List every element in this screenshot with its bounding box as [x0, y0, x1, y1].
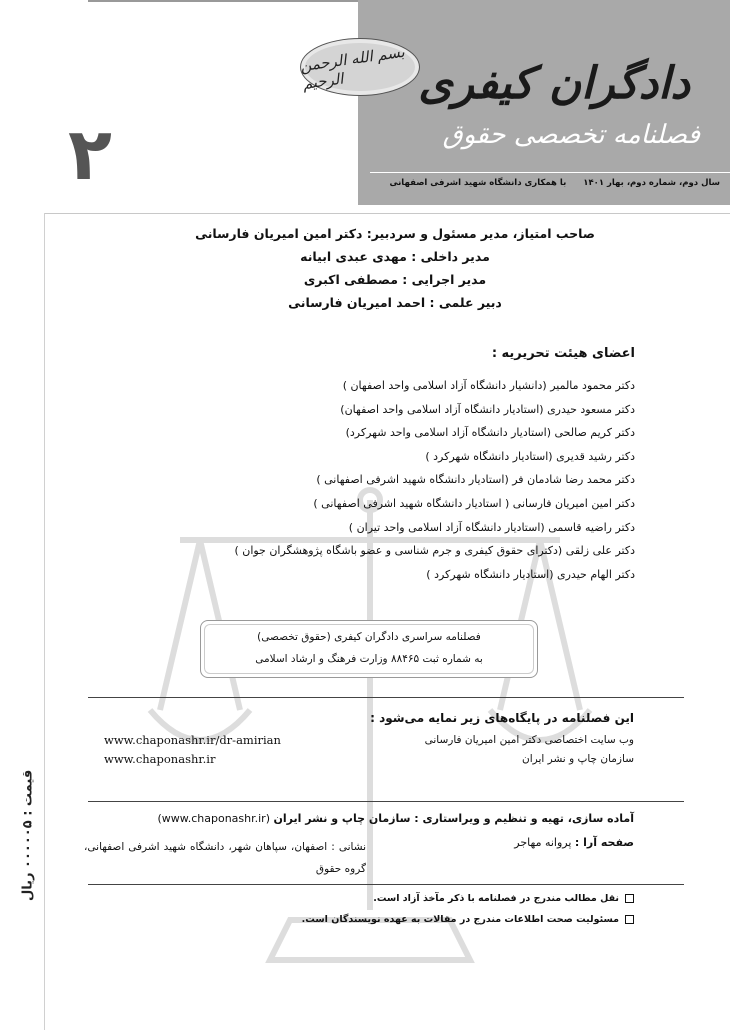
board-member: دکتر مسعود حیدری (استادیار دانشگاه آزاد اسلامی واحد اصفهان): [340, 402, 635, 416]
indexing-heading: این فصلنامه در پایگاه‌های زیر نمایه می‌شود :: [370, 711, 634, 725]
registration-text: [201, 626, 537, 670]
address: نشانی : اصفهان، سپاهان شهر، دانشگاه شهید اشرفی اصفهانی، گروه حقوق: [84, 841, 366, 875]
preparation-line: [157, 812, 634, 825]
journal-title: دادگران کیفری: [418, 58, 690, 109]
credit-scientific-secretary: دبیر علمی : احمد امیریان فارسانی: [288, 295, 502, 310]
preparation-label: آماده سازی، تهیه و تنظیم و ویراستاری : سازمان چاپ و نشر ایران: [273, 812, 634, 825]
editorial-board-list: [75, 374, 635, 586]
journal-subtitle: فصلنامه تخصصی حقوق: [442, 120, 700, 150]
board-member: دکتر محمود مالمیر (دانشیار دانشگاه آزاد اسلامی واحد اصفهان ): [342, 379, 635, 392]
registration-line-1: فصلنامه سراسری دادگران کیفری (حقوق تخصصی): [257, 631, 481, 643]
checkbox-icon: [625, 915, 634, 924]
content-frame-top: [44, 213, 730, 214]
indexing-url-1[interactable]: www.chaponashr.ir/dr-amirian: [104, 733, 281, 747]
issue-info-line: [370, 178, 720, 188]
registration-line-2: به شماره ثبت ۸۸۴۶۵ وزارت فرهنگ و ارشاد اسلامی: [255, 653, 483, 665]
divider-notes: [88, 884, 684, 885]
divider-indexing: [88, 697, 684, 698]
issue-number: ۲: [68, 112, 112, 196]
registration-box: [200, 620, 538, 678]
indexing-site-2: سازمان چاپ و نشر ایران: [522, 753, 634, 765]
board-member: دکتر محمد رضا شادمان فر (استادیار دانشگاه شهید اشرفی اصفهانی ): [316, 473, 635, 487]
board-member: دکتر امین امیریان فارسانی ( استادیار دانشگاه شهید اشرفی اصفهانی ): [313, 496, 635, 510]
credit-executive-manager: مدیر اجرایی : مصطفی اکبری: [303, 272, 487, 287]
board-member: دکتر علی زلقی (دکترای حقوق کیفری و جرم شناسی و عضو باشگاه پژوهشگران جوان ): [234, 544, 635, 558]
editorial-board-heading: اعضای هیئت تحریریه :: [491, 346, 635, 361]
checkbox-icon: [625, 894, 634, 903]
credit-owner: صاحب امتیاز، مدیر مسئول و سردبیر: دکتر امین امیریان فارسانی: [195, 226, 595, 241]
content-frame-left: [44, 213, 45, 1030]
layout-designer: [514, 836, 634, 849]
indexing-site-1: وب سایت اختصاصی دکتر امین امیریان فارسانی: [424, 734, 634, 746]
bismillah-text: بسم الله الرحمن الرحیم: [299, 42, 406, 94]
issue-info: سال دوم، شماره دوم، بهار ۱۴۰۱: [583, 178, 720, 188]
cooperation-note: با همکاری دانشگاه شهید اشرفی اصفهانی: [389, 178, 567, 188]
indexing-url-2[interactable]: www.chaponashr.ir: [104, 752, 216, 766]
note-quote-permission: [373, 893, 634, 904]
price-label: قیمت : ۰۰۰۰۰۵ ریال: [20, 769, 36, 901]
note-text: مسئولیت صحت اطلاعات مندرج در مقالات به عهده نویسندگان است.: [301, 914, 619, 925]
designer-label: صفحه آرا :: [574, 836, 634, 849]
note-author-responsibility: [302, 914, 634, 925]
board-member: دکتر الهام حیدری (استادیار دانشگاه شهرکرد ): [426, 567, 635, 581]
board-member: دکتر راضیه قاسمی (استادیار دانشگاه آزاد اسلامی واحد تیران ): [348, 520, 635, 534]
header-top-line: [88, 0, 358, 2]
designer-name: پروانه مهاجر: [514, 836, 572, 849]
board-member: دکتر کریم صالحی (استادیار دانشگاه آزاد اسلامی واحد شهرکرد): [345, 426, 635, 440]
preparation-url[interactable]: (www.chaponashr.ir): [157, 812, 270, 825]
credit-internal-manager: مدیر داخلی : مهدی عبدی ابیانه: [300, 249, 490, 264]
board-member: دکتر رشید قدیری (استادیار دانشگاه شهرکرد ): [425, 449, 635, 463]
note-text: نقل مطالب مندرج در فصلنامه با ذکر مآخذ آزاد است.: [373, 893, 619, 904]
header-divider: [370, 172, 730, 173]
divider-production: [88, 801, 684, 802]
credits-block: [90, 222, 700, 314]
